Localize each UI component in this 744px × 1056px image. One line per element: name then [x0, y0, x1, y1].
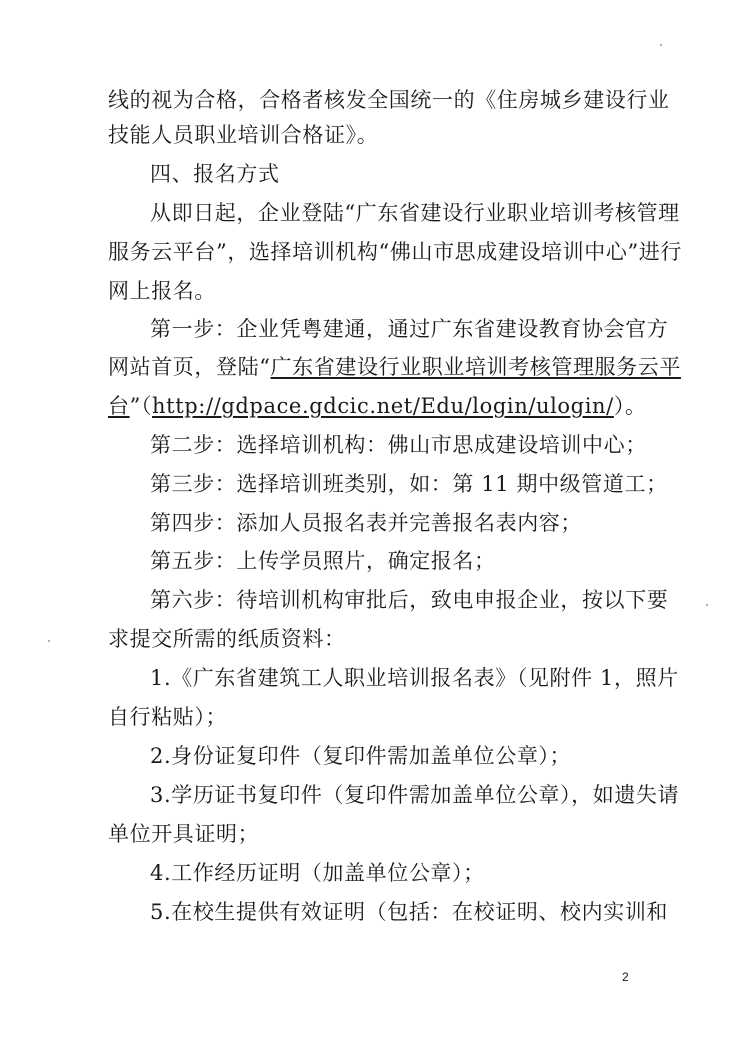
step-3-line: 第三步：选择培训班类别，如：第 11 期中级管道工；: [150, 472, 668, 496]
paragraph-line: 服务云平台”，选择培训机构“佛山市思成建设培训中心”进行: [108, 240, 683, 264]
list-item-1: 1.《广东省建筑工人职业培训报名表》（见附件 1，照片: [150, 666, 679, 690]
platform-link[interactable]: 广东省建设行业职业培训考核管理服务云平: [270, 355, 681, 379]
list-item-5: 5.在校生提供有效证明（包括：在校证明、校内实训和: [150, 900, 669, 924]
page-number: 2: [622, 970, 629, 984]
paragraph-line: 线的视为合格，合格者核发全国统一的《住房城乡建设行业: [108, 88, 670, 112]
step-4-line: 第四步：添加人员报名表并完善报名表内容；: [150, 511, 582, 535]
paragraph-line: 从即日起，企业登陆“广东省建设行业职业培训考核管理: [150, 201, 680, 225]
step-1-text: 网站首页，登陆“: [108, 355, 271, 379]
step-2-line: 第二步：选择培训机构：佛山市思成建设培训中心；: [150, 433, 647, 457]
step-6-line: 求提交所需的纸质资料：: [108, 627, 346, 651]
scan-speck: [660, 44, 662, 46]
section-heading: 四、报名方式: [150, 162, 280, 186]
close-paren: ）。: [613, 394, 647, 418]
step-1-line: [108, 351, 681, 383]
url-link[interactable]: http://gdpace.gdcic.net/Edu/login/ulogin/: [152, 394, 614, 418]
step-1-line: [108, 390, 648, 422]
step-6-line: 第六步：待培训机构审批后，致电申报企业，按以下要: [150, 588, 669, 612]
list-item-3: 3.学历证书复印件（复印件需加盖单位公章），如遗失请: [150, 783, 680, 807]
list-item-3: 单位开具证明；: [108, 822, 260, 846]
list-item-1: 自行粘贴）；: [108, 705, 228, 729]
scan-speck: [48, 640, 50, 642]
paragraph-line: 技能人员职业培训合格证》。: [108, 123, 379, 147]
list-item-4: 4.工作经历证明（加盖单位公章）；: [150, 861, 485, 885]
platform-link-end[interactable]: 台: [108, 394, 130, 418]
quote-open-paren: ”（: [129, 394, 153, 418]
paragraph-line: 网上报名。: [108, 279, 216, 303]
scan-speck: [706, 604, 708, 606]
step-5-line: 第五步：上传学员照片，确定报名；: [150, 549, 496, 573]
list-item-2: 2.身份证复印件（复印件需加盖单位公章）；: [150, 744, 572, 768]
step-1-line: 第一步：企业凭粤建通，通过广东省建设教育协会官方: [150, 317, 669, 341]
